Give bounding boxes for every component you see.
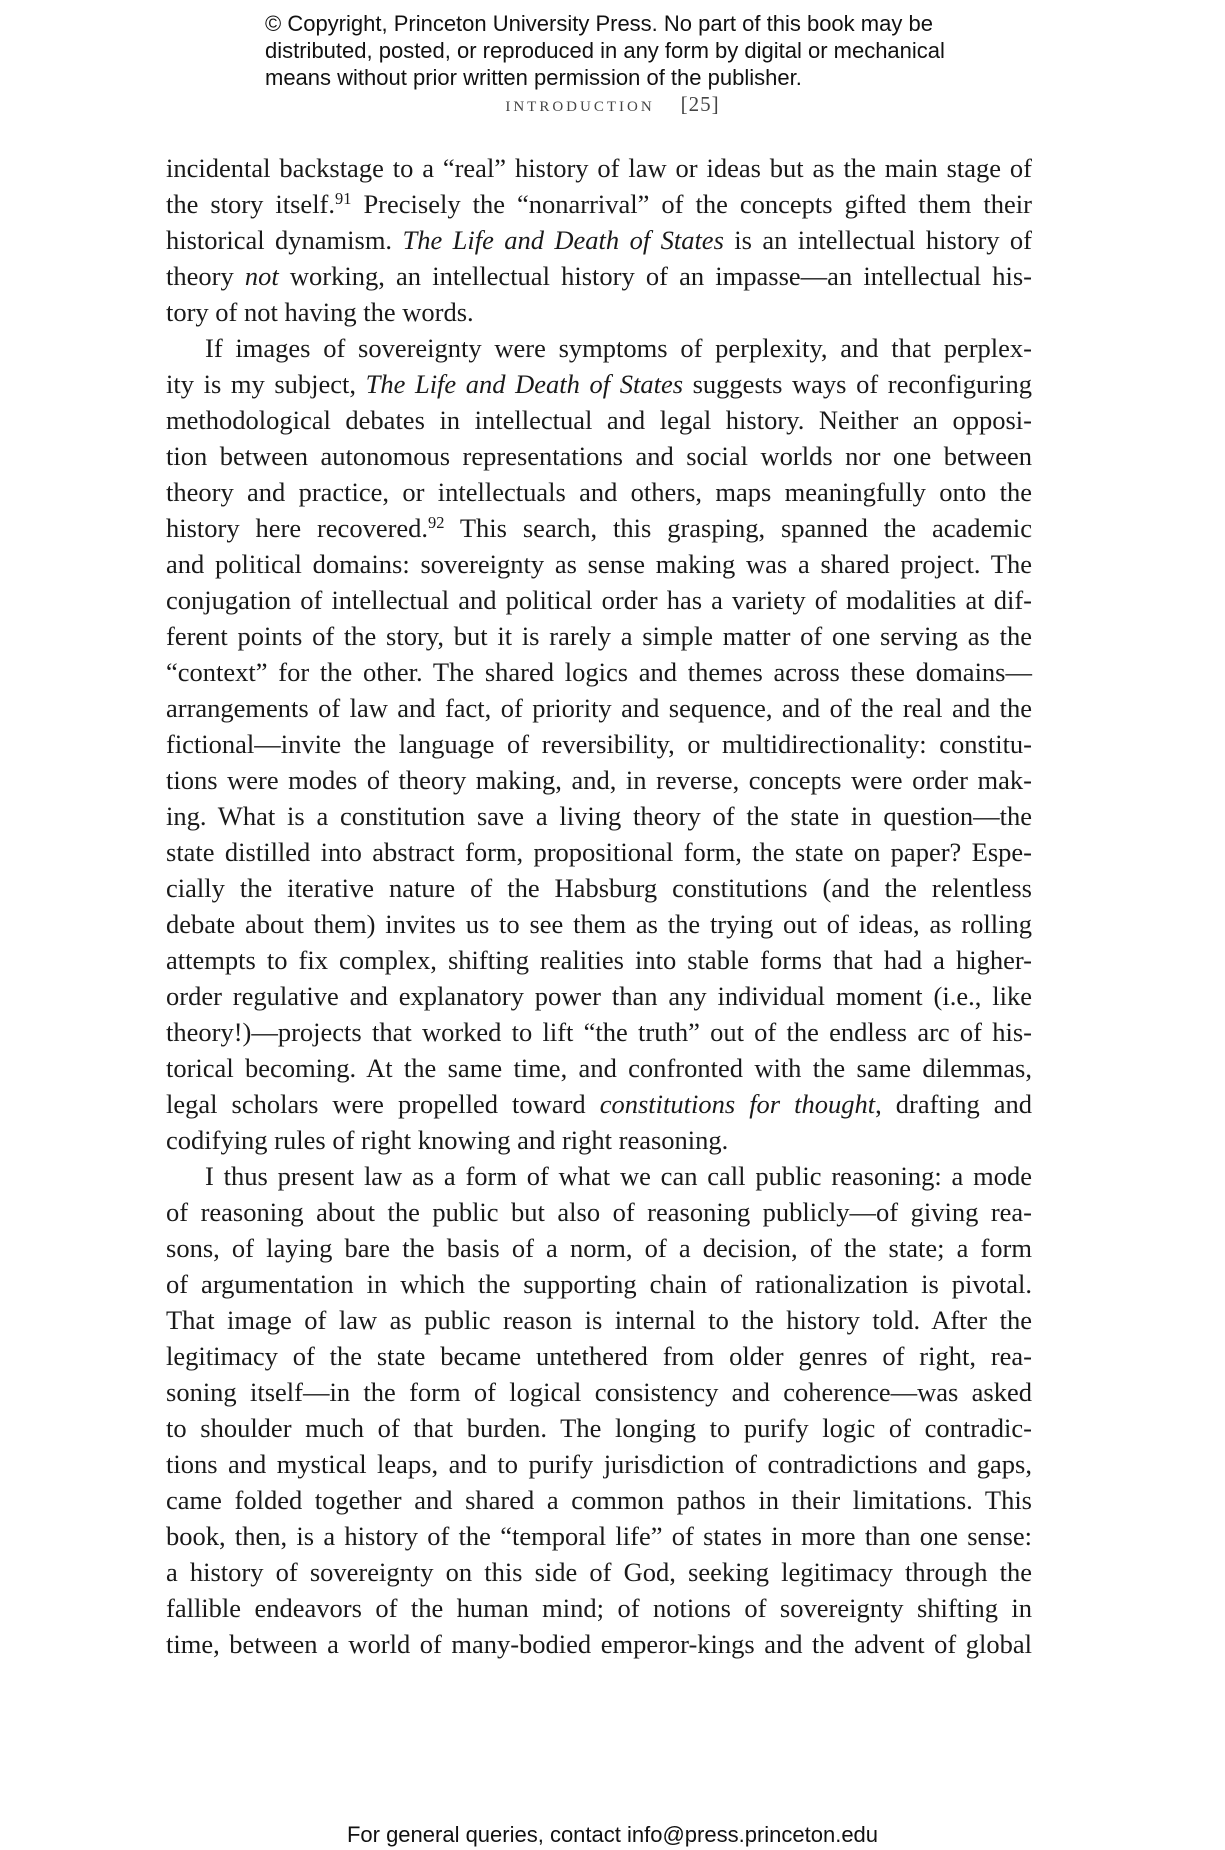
text-line bbox=[166, 330, 1032, 366]
text-line bbox=[166, 762, 1032, 798]
text-line bbox=[166, 834, 1032, 870]
text-run: suggests ways of reconfiguring bbox=[683, 369, 1032, 399]
text-run: “context” for the other. The shared logics and themes across these domains— bbox=[166, 657, 1032, 687]
copyright-line: means without prior written permission of the publisher. bbox=[265, 65, 802, 90]
text-line bbox=[166, 1158, 1032, 1194]
footer-contact: For general queries, contact info@press.princeton.edu bbox=[346, 1822, 879, 1847]
text-line bbox=[166, 942, 1032, 978]
text-run: Precisely the “nonarrival” of the concepts gifted them their bbox=[351, 189, 1032, 219]
text-run: tion between autonomous representations and social worlds nor one between bbox=[166, 441, 1032, 471]
text-line bbox=[166, 1482, 1032, 1518]
text-line bbox=[166, 798, 1032, 834]
text-run: soning itself—in the form of logical consistency and coherence—was asked bbox=[166, 1377, 1032, 1407]
text-run: book, then, is a history of the “temporal life” of states in more than one sense: bbox=[166, 1521, 1032, 1551]
text-run: state distilled into abstract form, propositional form, the state on paper? Espe- bbox=[166, 837, 1032, 867]
footnote-ref: 91 bbox=[335, 188, 352, 208]
text-line bbox=[166, 150, 1032, 186]
text-run: working, an intellectual history of an impasse—an intellectual his- bbox=[278, 261, 1032, 291]
text-line bbox=[166, 870, 1032, 906]
text-run: theory and practice, or intellectuals and others, maps meaningfully onto the bbox=[166, 477, 1032, 507]
text-line bbox=[166, 258, 1032, 294]
text-run: This search, this grasping, spanned the academic bbox=[444, 513, 1032, 543]
text-run: order regulative and explanatory power than any individual moment (i.e., like bbox=[166, 981, 1032, 1011]
text-run: codifying rules of right knowing and right reasoning. bbox=[166, 1125, 729, 1155]
text-run: legitimacy of the state became untethered from older genres of right, rea- bbox=[166, 1341, 1032, 1371]
text-run: attempts to fix complex, shifting realities into stable forms that had a higher- bbox=[166, 945, 1032, 975]
text-line bbox=[166, 1266, 1032, 1302]
text-run: fictional—invite the language of reversibility, or multidirectionality: constitu- bbox=[166, 729, 1032, 759]
copyright-line: distributed, posted, or reproduced in any form by digital or mechanical bbox=[265, 38, 945, 63]
text-line bbox=[166, 438, 1032, 474]
text-line bbox=[166, 978, 1032, 1014]
text-run: methodological debates in intellectual and legal history. Neither an opposi- bbox=[166, 405, 1032, 435]
text-run: arrangements of law and fact, of priority and sequence, and of the real and the bbox=[166, 693, 1032, 723]
text-run: I thus present law as a form of what we can call public reasoning: a mode bbox=[205, 1161, 1032, 1191]
running-head bbox=[0, 92, 1225, 117]
footnote-ref: 92 bbox=[428, 512, 445, 532]
copyright-notice bbox=[265, 10, 1025, 91]
text-run: theory!)—projects that worked to lift “the truth” out of the endless arc of his- bbox=[166, 1017, 1032, 1047]
text-run: sons, of laying bare the basis of a norm, of a decision, of the state; a form bbox=[166, 1233, 1032, 1263]
text-line bbox=[166, 690, 1032, 726]
text-line bbox=[166, 294, 1032, 330]
text-line bbox=[166, 1626, 1032, 1662]
text-run: torical becoming. At the same time, and confronted with the same dilemmas, bbox=[166, 1053, 1032, 1083]
text-line bbox=[166, 1410, 1032, 1446]
copyright-line: © Copyright, Princeton University Press. No part of this book may be bbox=[265, 11, 933, 36]
text-run: historical dynamism. bbox=[166, 225, 403, 255]
text-run: debate about them) invites us to see them as the trying out of ideas, as rolling bbox=[166, 909, 1032, 939]
text-run: history here recovered. bbox=[166, 513, 429, 543]
text-run: That image of law as public reason is internal to the history told. After the bbox=[166, 1305, 1032, 1335]
emphasis: constitutions for thought bbox=[599, 1089, 876, 1119]
text-line bbox=[166, 1518, 1032, 1554]
text-line bbox=[166, 510, 1032, 546]
text-run: incidental backstage to a “real” history of law or ideas but as the main stage of bbox=[166, 153, 1032, 183]
emphasis: not bbox=[244, 261, 279, 291]
text-run: to shoulder much of that burden. The longing to purify logic of contradic- bbox=[166, 1413, 1032, 1443]
text-line bbox=[166, 1554, 1032, 1590]
text-run: a history of sovereignty on this side of God, seeking legitimacy through the bbox=[166, 1557, 1032, 1587]
text-line bbox=[166, 366, 1032, 402]
body-text bbox=[166, 150, 1032, 1662]
text-run: , drafting and bbox=[875, 1089, 1032, 1119]
text-run: and political domains: sovereignty as sense making was a shared project. The bbox=[166, 549, 1032, 579]
text-line bbox=[166, 1590, 1032, 1626]
text-run: came folded together and shared a common pathos in their limitations. This bbox=[166, 1485, 1032, 1515]
text-run: is an intellectual history of bbox=[723, 225, 1032, 255]
text-run: of reasoning about the public but also of reasoning publicly—of giving rea- bbox=[166, 1197, 1032, 1227]
text-run: of argumentation in which the supporting chain of rationalization is pivotal. bbox=[166, 1269, 1032, 1299]
text-run: tions were modes of theory making, and, in reverse, concepts were order mak- bbox=[166, 765, 1032, 795]
text-run: tions and mystical leaps, and to purify jurisdiction of contradictions and gaps, bbox=[166, 1449, 1032, 1479]
book-title: The Life and Death of States bbox=[365, 369, 684, 399]
text-run: fallible endeavors of the human mind; of notions of sovereignty shifting in bbox=[166, 1593, 1032, 1623]
text-line bbox=[166, 618, 1032, 654]
text-line bbox=[166, 1194, 1032, 1230]
text-run: ing. What is a constitution save a living theory of the state in question—the bbox=[166, 801, 1032, 831]
text-line bbox=[166, 1086, 1032, 1122]
text-run: conjugation of intellectual and political order has a variety of modalities at dif- bbox=[166, 585, 1032, 615]
text-run: the story itself. bbox=[166, 189, 336, 219]
text-line bbox=[166, 1050, 1032, 1086]
text-line bbox=[166, 906, 1032, 942]
text-run: If images of sovereignty were symptoms of perplexity, and that perplex- bbox=[205, 333, 1032, 363]
text-line bbox=[166, 1446, 1032, 1482]
text-line bbox=[166, 726, 1032, 762]
text-line bbox=[166, 654, 1032, 690]
text-run: theory bbox=[166, 261, 245, 291]
text-line bbox=[166, 582, 1032, 618]
text-line bbox=[166, 1230, 1032, 1266]
text-line bbox=[166, 1338, 1032, 1374]
text-run: tory of not having the words. bbox=[166, 297, 474, 327]
text-run: ferent points of the story, but it is rarely a simple matter of one serving as the bbox=[166, 621, 1032, 651]
text-line bbox=[166, 1374, 1032, 1410]
text-run: ity is my subject, bbox=[166, 369, 366, 399]
running-head-title: introduction bbox=[505, 92, 655, 116]
text-run: cially the iterative nature of the Habsburg constitutions (and the relentless bbox=[166, 873, 1032, 903]
text-run: time, between a world of many-bodied emperor-kings and the advent of global bbox=[166, 1629, 1032, 1659]
book-title: The Life and Death of States bbox=[402, 225, 724, 255]
text-line bbox=[166, 1122, 1032, 1158]
page-number: [25] bbox=[680, 92, 720, 116]
text-line bbox=[166, 1302, 1032, 1338]
text-line bbox=[166, 474, 1032, 510]
text-line bbox=[166, 1014, 1032, 1050]
text-line bbox=[166, 186, 1032, 222]
text-line bbox=[166, 546, 1032, 582]
text-run: legal scholars were propelled toward bbox=[166, 1089, 600, 1119]
text-line bbox=[166, 402, 1032, 438]
text-line bbox=[166, 222, 1032, 258]
